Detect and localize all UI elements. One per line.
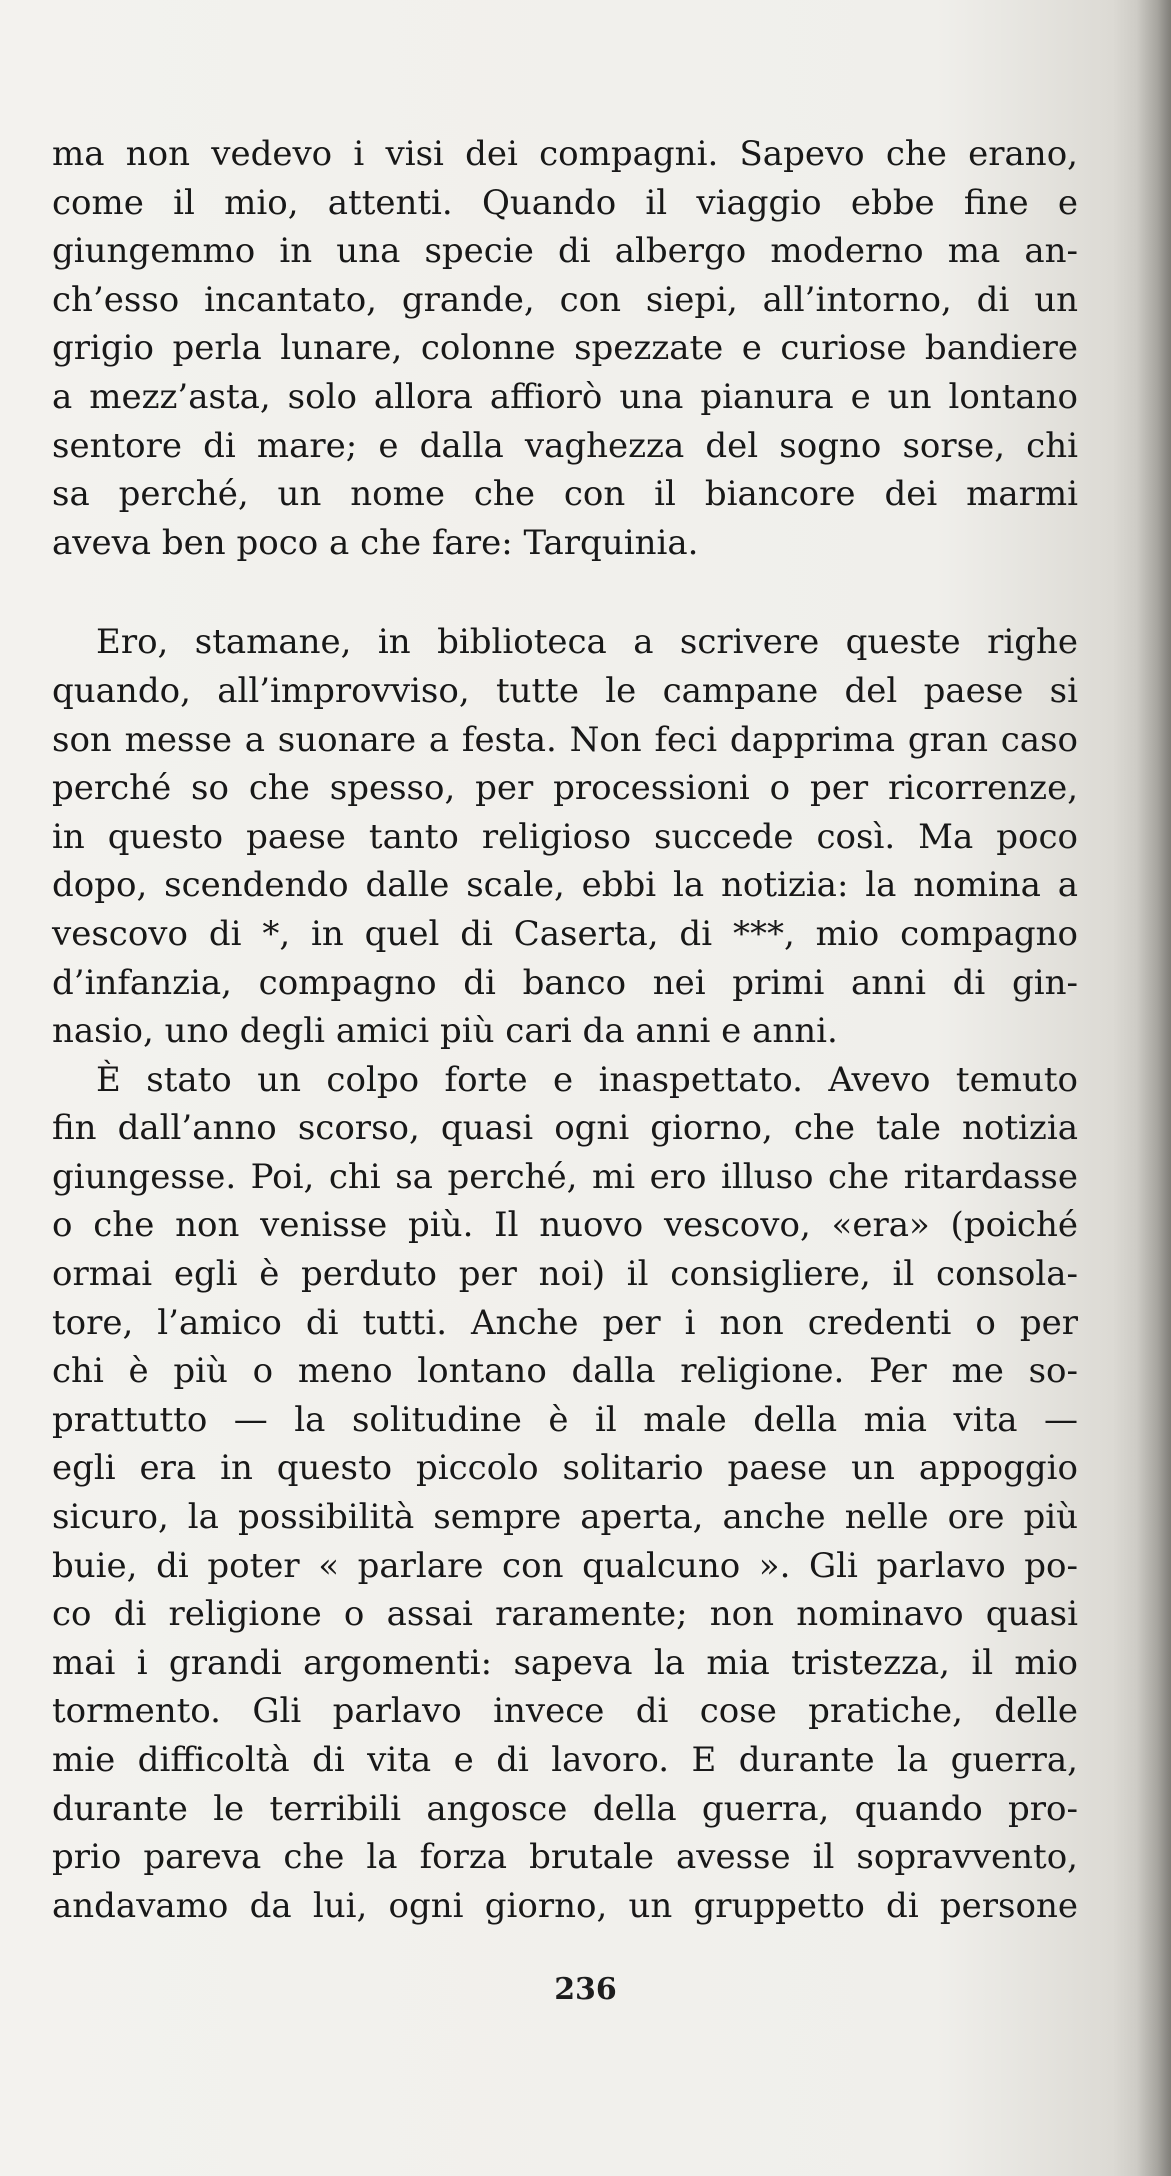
text-line: mie difficoltà di vita e di lavoro. E durante la guerra,	[52, 1740, 1078, 1780]
text-line: ormai egli è perduto per noi) il consigliere, il consola-	[52, 1254, 1078, 1295]
text-line: co di religione o assai raramente; non nominavo quasi	[52, 1594, 1078, 1635]
text-line: tore, l’amico di tutti. Anche per i non credenti o per	[52, 1302, 1078, 1343]
text-line: son messe a suonare a festa. Non feci dapprima gran caso	[52, 719, 1078, 760]
text-line: mai i grandi argomenti: sapeva la mia tristezza, il mio	[52, 1642, 1078, 1683]
text-line: aveva ben poco a che fare: Tarquinia.	[52, 522, 699, 563]
text-line: sa perché, un nome che con il biancore dei marmi	[52, 474, 1078, 515]
text-line: vescovo di *, in quel di Caserta, di ***, mio compagno	[52, 913, 1078, 954]
paragraph-3	[52, 1056, 1078, 1931]
paragraph-1	[52, 130, 1078, 567]
text-line: Ero, stamane, in biblioteca a scrivere queste righe	[96, 622, 1078, 663]
text-line: in questo paese tanto religioso succede così. Ma poco	[52, 816, 1078, 857]
text-line: prattutto — la solitudine è il male della mia vita —	[52, 1399, 1078, 1440]
text-line: andavamo da lui, ogni giorno, un gruppetto di persone	[52, 1885, 1078, 1926]
text-line: durante le terribili angosce della guerra, quando pro-	[52, 1788, 1078, 1829]
text-line: giungemmo in una specie di albergo moderno ma an-	[52, 231, 1078, 272]
text-line: sentore di mare; e dalla vaghezza del sogno sorse, chi	[52, 425, 1078, 466]
text-line: È stato un colpo forte e inaspettato. Avevo temuto	[96, 1059, 1078, 1100]
text-line: ma non vedevo i visi dei compagni. Sapevo che erano,	[52, 134, 1078, 174]
text-line: buie, di poter « parlare con qualcuno ». Gli parlavo po-	[52, 1545, 1078, 1586]
text-line: nasio, uno degli amici più cari da anni e anni.	[52, 1011, 838, 1052]
text-line: dopo, scendendo dalle scale, ebbi la notizia: la nomina a	[52, 865, 1078, 906]
paragraph-2	[52, 618, 1078, 1055]
text-line: chi è più o meno lontano dalla religione. Per me so-	[52, 1351, 1078, 1392]
text-line: come il mio, attenti. Quando il viaggio ebbe fine e	[52, 182, 1078, 223]
text-line: tormento. Gli parlavo invece di cose pratiche, delle	[52, 1691, 1078, 1732]
text-line: perché so che spesso, per processioni o per ricorrenze,	[52, 768, 1078, 809]
text-line: grigio perla lunare, colonne spezzate e curiose bandiere	[52, 328, 1078, 369]
body-text	[52, 130, 1078, 1930]
text-line: o che non venisse più. Il nuovo vescovo, «era» (poiché	[52, 1205, 1078, 1246]
text-line: prio pareva che la forza brutale avesse il sopravvento,	[52, 1837, 1078, 1878]
page-edge-shadow	[1137, 0, 1171, 2176]
text-line: quando, all’improvviso, tutte le campane del paese si	[52, 670, 1078, 711]
text-line: fin dall’anno scorso, quasi ogni giorno, che tale notizia	[52, 1108, 1078, 1149]
text-line: d’infanzia, compagno di banco nei primi anni di gin-	[52, 962, 1078, 1003]
text-line: giungesse. Poi, chi sa perché, mi ero illuso che ritardasse	[52, 1156, 1078, 1197]
text-line: sicuro, la possibilità sempre aperta, anche nelle ore più	[52, 1497, 1078, 1538]
section-break	[52, 567, 1078, 618]
page-number: 236	[554, 1972, 617, 2007]
text-line: a mezz’asta, solo allora affiorò una pianura e un lontano	[52, 376, 1078, 417]
text-line: egli era in questo piccolo solitario paese un appoggio	[52, 1448, 1078, 1489]
text-line: ch’esso incantato, grande, con siepi, all’intorno, di un	[52, 279, 1078, 320]
